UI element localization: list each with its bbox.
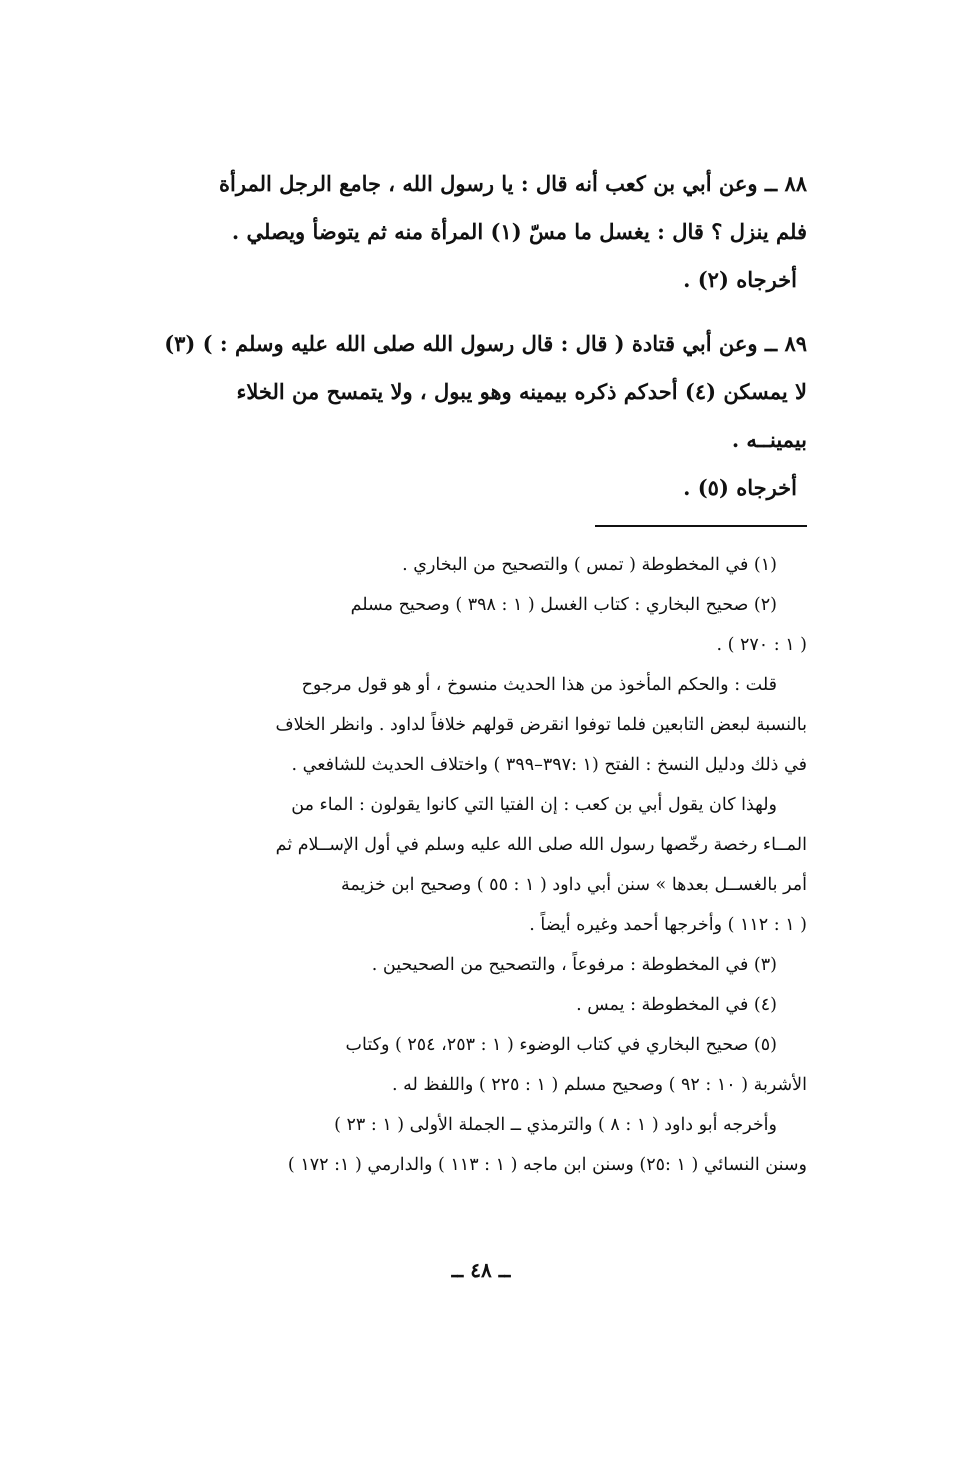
- hadith-89-line-3: بيمينــه .: [731, 427, 807, 452]
- footnote-5: (٥) صحيح البخاري في كتاب الوضوء ( ١ : ٢٥٣، ٢٥٤ ) وكتاب: [345, 1035, 777, 1055]
- footnote-2-comment-line: بالنسبة لبعض التابعين فلما توفوا انقرض قولهم خلافاً لداود . وانظر الخلاف: [275, 715, 807, 735]
- footnote-2-comment: قلت : والحكم المأخوذ من هذا الحديث منسوخ ، أو هو قول مرجوح: [301, 675, 777, 695]
- hadith-88-line-2: فلم ينزل ؟ قال : يغسل ما مسّ (١) المرأة منه ثم يتوضأ ويصلي .: [231, 219, 807, 244]
- footnote-4: (٤) في المخطوطة : يمس .: [576, 995, 777, 1015]
- hadith-89-line-1: ٨٩ ــ وعن أبي قتادة ( قال : قال رسول الله صلى الله عليه وسلم : ) (٣): [164, 331, 807, 356]
- footnote-1: (١) في المخطوطة ( تمس ) والتصحيح من البخاري .: [402, 555, 777, 575]
- footnote-separator: [595, 525, 807, 527]
- hadith-88-takhrij: أخرجاه (٢) .: [683, 267, 797, 292]
- hadith-88-line-1: ٨٨ ــ وعن أبي بن كعب أنه قال : يا رسول الله ، جامع الرجل المرأة: [219, 171, 807, 196]
- page-number: ــ ٤٨ ــ: [451, 1258, 511, 1282]
- footnote-2-comment-line: أمر بالغســل بعدها » سنن أبي داود ( ١ : ٥٥ ) وصحيح ابن خزيمة: [341, 875, 807, 895]
- footnote-2-comment-line: المــاء رخصة رخّصها رسول الله صلى الله عليه وسلم في أول الإســلام ثم: [275, 835, 807, 855]
- hadith-88: [150, 160, 807, 304]
- footnotes: [150, 545, 807, 1185]
- footnote-2-comment-line: ولهذا كان يقول أبي بن كعب : إن الفتيا التي كانوا يقولون : الماء من: [291, 795, 777, 815]
- footnote-2-comment-line: ( ١ : ١١٢ ) وأخرجها أحمد وغيره أيضاً .: [529, 915, 807, 935]
- footnote-5-cont: الأشربة ( ١٠ : ٩٢ ) وصحيح مسلم ( ١ : ٢٢٥ ) واللفظ له .: [391, 1075, 807, 1095]
- hadith-89-takhrij: أخرجاه (٥) .: [683, 475, 797, 500]
- hadith-89-line-2: لا يمسكن (٤) أحدكم ذكره بيمينه وهو يبول ، ولا يتمسح من الخلاء: [236, 379, 807, 404]
- footnote-2: (٢) صحيح البخاري : كتاب الغسل ( ١ : ٣٩٨ ) وصحيح مسلم: [350, 595, 777, 615]
- footnote-2-comment-line: في ذلك ودليل النسخ : الفتح (١ :٣٩٧–٣٩٩ ) واختلاف الحديث للشافعي .: [291, 755, 807, 775]
- footnote-2-cont: ( ١ : ٢٧٠ ) .: [716, 635, 807, 655]
- footnote-3: (٣) في المخطوطة : مرفوعاً ، والتصحيح من الصحيحين .: [371, 955, 777, 975]
- hadith-89: [150, 320, 807, 512]
- footnote-5-cont: وأخرجه أبو داود ( ١ : ٨ ) والترمذي ــ الجملة الأولى ( ١ : ٢٣ ): [334, 1115, 777, 1135]
- footnote-5-cont: وسنن النسائي ( ١ :٢٥) وسنن ابن ماجه ( ١ : ١١٣ ) والدارمي ( ١: ١٧٢ ): [287, 1155, 807, 1175]
